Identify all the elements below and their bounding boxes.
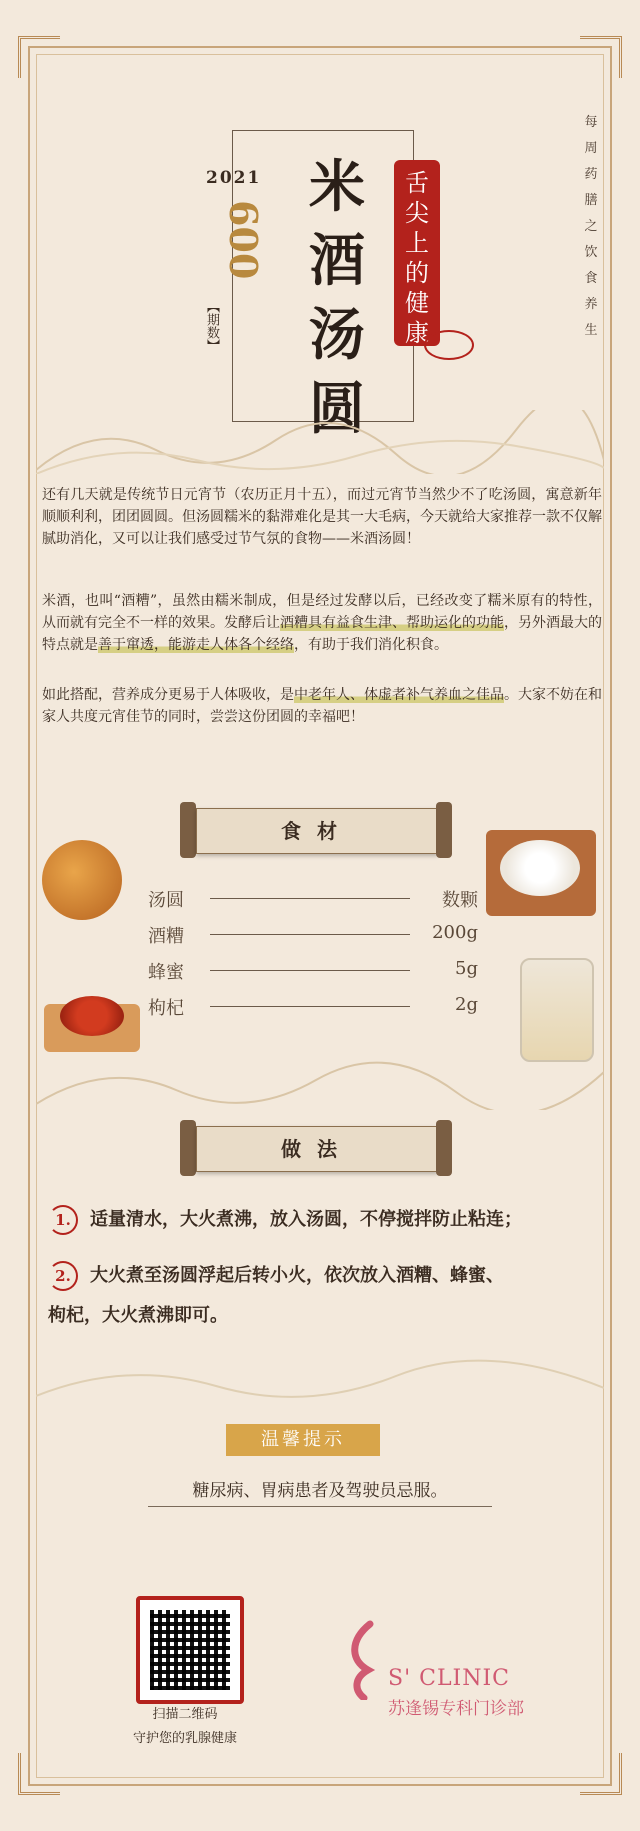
method-banner (180, 1120, 452, 1176)
highlight-text: 酒糟具有益食生津、帮助运化的功能 (280, 615, 504, 631)
brand-name-cn: 苏逢锡专科门诊部 (388, 1699, 524, 1719)
method-title: 做法 (196, 1126, 438, 1172)
qr-caption-1: 扫描二维码 (152, 1707, 218, 1722)
year: 2021 (206, 168, 262, 188)
ingredient-row: 汤圆 数颗 (148, 890, 478, 911)
qr-caption-2: 守护您的乳腺健康 (132, 1731, 237, 1746)
highlight-text: 善于窜透，能游走人体各个经络 (98, 637, 294, 653)
corner-ornament-icon (18, 36, 60, 78)
method-step-2: 2. 大火煮至汤圆浮起后转小火，依次放入酒糟、蜂蜜、 枸杞，大火煮沸即可。 (48, 1256, 608, 1336)
issue-number: 009 (222, 200, 267, 280)
ingredients-banner (180, 802, 452, 858)
ingredient-row: 蜂蜜 5g (148, 958, 478, 983)
ingredient-row: 枸杞 2g (148, 994, 478, 1019)
tip-badge: 温馨提示 (226, 1424, 380, 1456)
method-step-1: 1. 适量清水，大火煮沸，放入汤圆，不停搅拌防止粘连； (48, 1200, 608, 1240)
intro-paragraph-1: 还有几天就是传统节日元宵节（农历正月十五），而过元宵节当然少不了吃汤圆，寓意新年顺顺利利，团团圆圆。但汤圆糯米的黏滞难化是其一大毛病，今天就给大家推荐一款不仅解腻助消化，又可以让我们感受过节气氛的食物——米酒汤圆！ (42, 487, 602, 547)
mountain-decoration (36, 1046, 604, 1110)
corner-ornament-icon (18, 1753, 60, 1795)
ingredient-row: 酒糟 200g (148, 922, 478, 947)
mountain-decoration (36, 1340, 604, 1404)
red-tag (394, 160, 440, 346)
ingredients-title: 食材 (196, 808, 438, 854)
tip-text: 糖尿病、胃病患者及驾驶员忌服。 (192, 1481, 448, 1501)
honey-image (42, 840, 122, 920)
issue-label: 【期数】 (204, 300, 219, 352)
tangyuan-image (500, 840, 580, 896)
brand-name-en: S' CLINIC (388, 1666, 511, 1691)
tag-text: 舌尖上的健康 (405, 169, 429, 347)
step-number: 1. (48, 1205, 78, 1235)
qr-code[interactable] (136, 1596, 244, 1704)
step-number: 2. (48, 1261, 78, 1291)
highlight-text: 中老年人、体虚者补气养血之佳品 (294, 687, 504, 703)
intro-paragraph-2: 米酒，也叫“酒糟”，虽然由糯米制成，但是经过发酵以后，已经改变了糯米原有的特性，从而就有完全不一样的效果。发酵后让酒糟具有益食生津、帮助运化的功能，另外酒最大的特点就是善于窜透，能游走人体各个经络，有助于我们消化积食。 (42, 593, 602, 653)
intro-paragraph-3: 如此搭配，营养成分更易于人体吸收，是中老年人、体虚者补气养血之佳品。大家不妨在和家人共度元宵佳节的同时，尝尝这份团圆的幸福吧！ (42, 687, 602, 725)
corner-ornament-icon (580, 36, 622, 78)
clinic-logo-icon (340, 1620, 384, 1700)
side-caption: 每周药膳之饮食养生 (584, 115, 598, 338)
goji-image (60, 996, 124, 1036)
corner-ornament-icon (580, 1753, 622, 1795)
mountain-decoration (36, 410, 604, 474)
page-title: 米酒汤圆 (309, 154, 365, 442)
cloud-ornament-icon (424, 330, 474, 360)
tip-underline (148, 1506, 492, 1507)
